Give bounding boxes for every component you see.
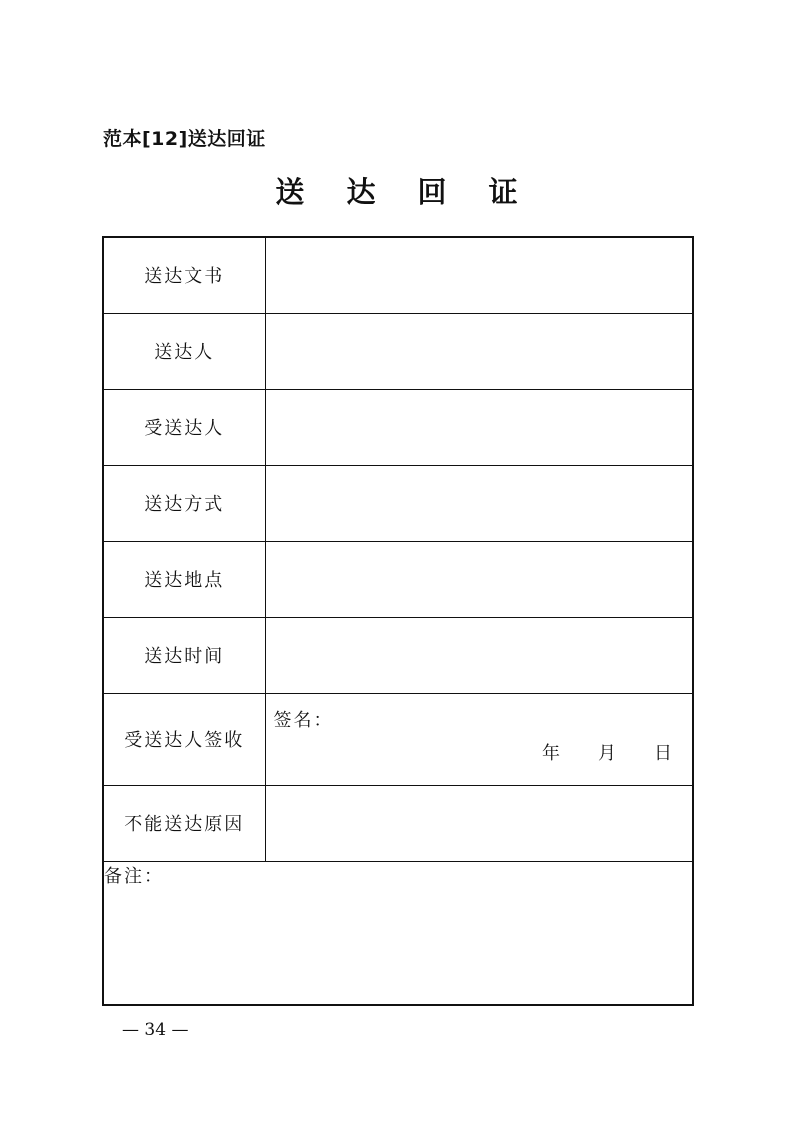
signature-date: [542, 739, 674, 765]
row-recipient: [103, 389, 693, 465]
notes-label: 备注：: [104, 865, 164, 887]
row-server: [103, 313, 693, 389]
row-location-label: 送达地点: [103, 541, 265, 617]
notes-cell: [103, 861, 693, 1005]
row-signature-label: 受送达人签收: [103, 693, 265, 785]
row-signature: [103, 693, 693, 785]
row-time-value: [265, 617, 693, 693]
row-failure-reason-value: [265, 785, 693, 861]
row-failure-reason-label: 不能送达原因: [103, 785, 265, 861]
service-receipt-form: [102, 236, 694, 1006]
row-server-label: 送达人: [103, 313, 265, 389]
signature-cell: [265, 693, 693, 785]
row-notes: [103, 861, 693, 1005]
date-day-label: 日: [654, 742, 674, 764]
row-failure-reason: [103, 785, 693, 861]
row-location: [103, 541, 693, 617]
row-time: [103, 617, 693, 693]
row-method-label: 送达方式: [103, 465, 265, 541]
row-location-value: [265, 541, 693, 617]
row-method: [103, 465, 693, 541]
document-title: 送 达 回 证: [275, 175, 534, 209]
page-number: — 34 —: [122, 1020, 189, 1040]
sample-heading: 范本[12]送达回证: [103, 128, 266, 150]
row-method-value: [265, 465, 693, 541]
date-month-label: 月: [598, 742, 618, 764]
row-document: [103, 237, 693, 313]
row-recipient-label: 受送达人: [103, 389, 265, 465]
row-document-value: [265, 237, 693, 313]
signature-field-label: 签名：: [273, 709, 334, 731]
row-server-value: [265, 313, 693, 389]
row-time-label: 送达时间: [103, 617, 265, 693]
row-document-label: 送达文书: [103, 237, 265, 313]
date-year-label: 年: [542, 742, 562, 764]
row-recipient-value: [265, 389, 693, 465]
